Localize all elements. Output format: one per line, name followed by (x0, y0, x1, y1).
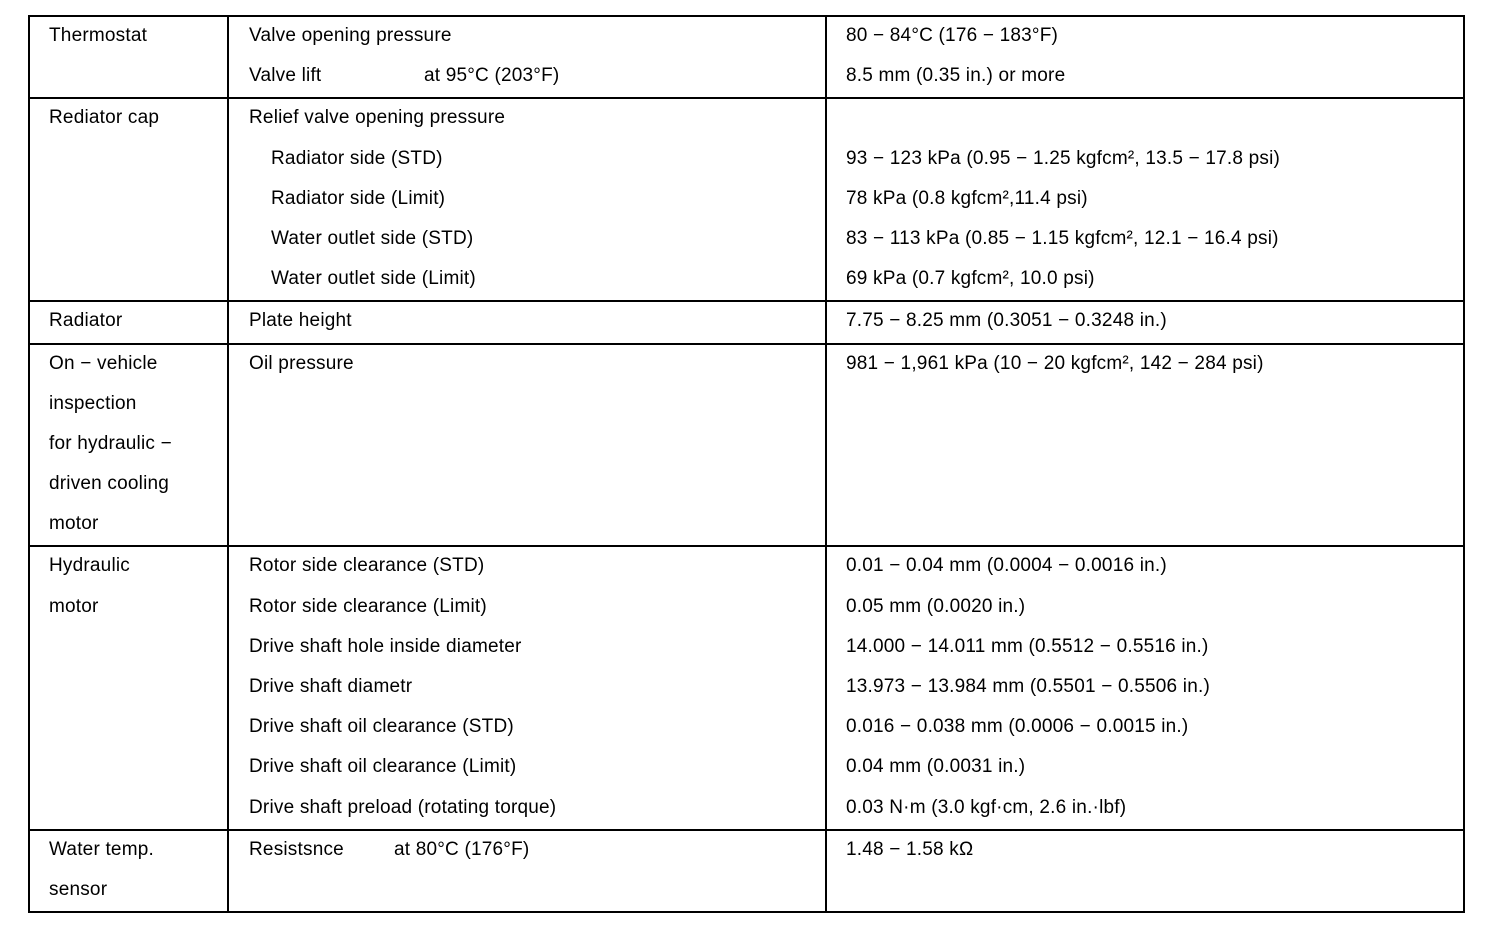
value-cell (826, 301, 1464, 343)
component-label: sensor (49, 878, 108, 900)
spec-value: 0.01 − 0.04 mm (0.0004 − 0.0016 in.) (846, 555, 1167, 577)
spec-value: 0.05 mm (0.0020 in.) (846, 595, 1026, 617)
item-text: Oil pressure (249, 352, 354, 374)
item-cell (228, 830, 826, 912)
component-cell (29, 546, 228, 829)
item-text: Water outlet side (Limit) (271, 268, 476, 290)
item-cell (228, 546, 826, 829)
item-line (229, 259, 825, 299)
item-text: Drive shaft preload (rotating torque) (249, 796, 557, 818)
spec-value: 78 kPa (0.8 kgfcm²,11.4 psi) (846, 187, 1088, 209)
item-line (229, 546, 825, 586)
component-label: inspection (49, 392, 137, 414)
component-label: motor (49, 595, 99, 617)
value-cell (826, 830, 1464, 912)
component-cell (29, 344, 228, 547)
component-cell (29, 98, 228, 301)
component-label: for hydraulic − (49, 432, 172, 454)
component-label: Water temp. (49, 838, 154, 860)
item-line (229, 344, 825, 384)
item-text: Plate height (249, 310, 352, 332)
value-cell (826, 98, 1464, 301)
item-cell (228, 344, 826, 547)
item-text: Drive shaft hole inside diameter (249, 635, 522, 657)
value-cell (826, 546, 1464, 829)
value-cell (826, 16, 1464, 98)
component-cell (29, 16, 228, 98)
spec-row (29, 546, 1464, 829)
item-text: Rotor side clearance (Limit) (249, 595, 487, 617)
component-label: On − vehicle (49, 352, 158, 374)
spec-value: 7.75 − 8.25 mm (0.3051 − 0.3248 in.) (846, 310, 1167, 332)
component-label: Rediator cap (49, 107, 160, 129)
item-text: Relief valve opening pressure (249, 107, 506, 129)
item-line (229, 788, 825, 828)
item-line (229, 627, 825, 667)
item-line (229, 139, 825, 179)
spec-value: 0.03 N·m (3.0 kgf·cm, 2.6 in.·lbf) (846, 796, 1127, 818)
item-text: Water outlet side (STD) (271, 227, 474, 249)
item-cell (228, 98, 826, 301)
item-line (229, 667, 825, 707)
component-label: Thermostat (49, 25, 148, 46)
spec-value: 0.04 mm (0.0031 in.) (846, 756, 1026, 778)
spec-value: 69 kPa (0.7 kgfcm², 10.0 psi) (846, 268, 1095, 290)
component-label: motor (49, 513, 99, 535)
item-text: Radiator side (Limit) (271, 187, 446, 209)
item-line (229, 301, 825, 341)
spec-row (29, 98, 1464, 301)
spec-value: 83 − 113 kPa (0.85 − 1.15 kgfcm², 12.1 − 16.4 psi) (846, 227, 1279, 249)
item-line (229, 16, 825, 56)
spec-value: 1.48 − 1.58 kΩ (846, 838, 974, 860)
spec-row (29, 344, 1464, 547)
spec-value: 80 − 84°C (176 − 183°F) (846, 25, 1059, 46)
spec-value: 13.973 − 13.984 mm (0.5501 − 0.5506 in.) (846, 676, 1210, 697)
item-text: Rotor side clearance (STD) (249, 555, 485, 577)
component-cell (29, 301, 228, 343)
item-line (229, 707, 825, 747)
item-text: Resistsnce (249, 838, 344, 860)
item-text: Drive shaft oil clearance (STD) (249, 716, 514, 738)
component-label: driven cooling (49, 473, 170, 495)
value-cell (826, 344, 1464, 547)
specification-table-body (29, 16, 1464, 912)
component-label: Hydraulic (49, 555, 130, 577)
spec-value: 93 − 123 kPa (0.95 − 1.25 kgfcm², 13.5 − 17.8 psi) (846, 147, 1281, 169)
item-line (229, 98, 825, 138)
item-text: Valve lift (249, 65, 322, 87)
spec-row (29, 830, 1464, 912)
item-text: Radiator side (STD) (271, 147, 443, 169)
item-cell (228, 301, 826, 343)
item-cell (228, 16, 826, 98)
spec-row (29, 301, 1464, 343)
spec-value: 14.000 − 14.011 mm (0.5512 − 0.5516 in.) (846, 635, 1209, 657)
component-label: Radiator (49, 310, 123, 332)
spec-value: 0.016 − 0.038 mm (0.0006 − 0.0015 in.) (846, 716, 1189, 738)
item-line (229, 56, 825, 96)
component-cell (29, 830, 228, 912)
spec-value (827, 98, 1463, 138)
item-line (229, 587, 825, 627)
item-text: Valve opening pressure (249, 25, 452, 46)
item-text: Drive shaft oil clearance (Limit) (249, 756, 517, 778)
item-condition: at 95°C (203°F) (424, 65, 560, 87)
item-condition: at 80°C (176°F) (394, 838, 530, 860)
item-line (229, 179, 825, 219)
item-line (229, 219, 825, 259)
spec-value: 981 − 1,961 kPa (10 − 20 kgfcm², 142 − 284 psi) (846, 352, 1264, 374)
item-line (229, 830, 825, 870)
item-line (229, 747, 825, 787)
spec-row (29, 16, 1464, 98)
specification-table (28, 15, 1465, 913)
spec-value: 8.5 mm (0.35 in.) or more (846, 65, 1066, 87)
item-text: Drive shaft diametr (249, 676, 413, 697)
